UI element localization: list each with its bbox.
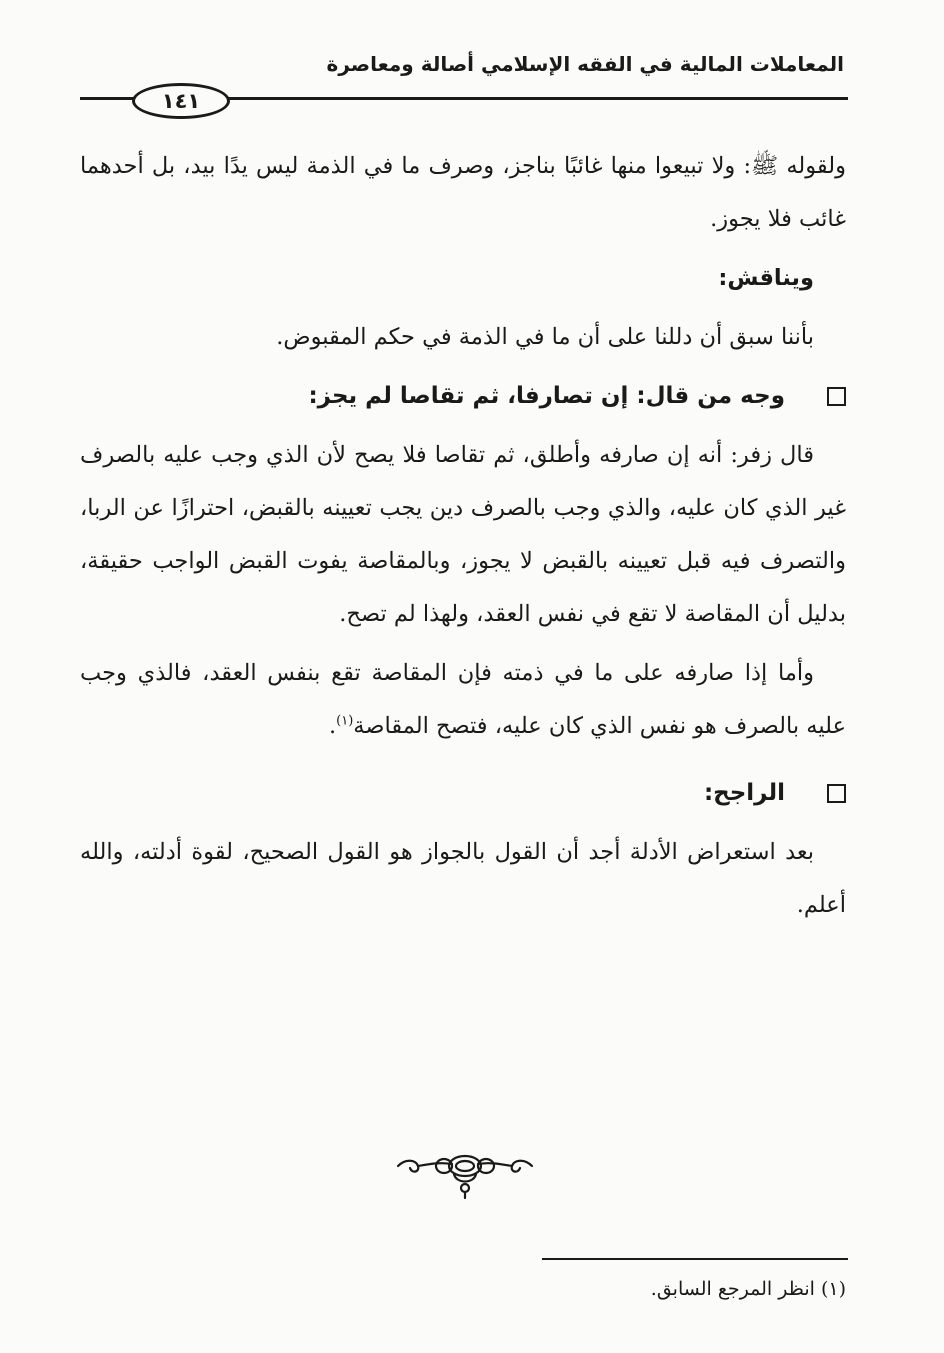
paragraph-4 — [80, 647, 846, 753]
page-number-badge — [132, 83, 230, 119]
paragraph-2: بأننا سبق أن دللنا على أن ما في الذمة في حكم المقبوض. — [276, 324, 814, 350]
footnote-marker: (١) — [820, 1278, 846, 1300]
paragraph-4-end: . — [329, 713, 337, 739]
footnote-text: انظر المرجع السابق. — [650, 1278, 815, 1300]
page-number: ١٤١ — [161, 89, 201, 113]
footnote-rule — [542, 1258, 848, 1260]
footnote-1 — [651, 1278, 846, 1300]
checkbox-square-icon — [827, 387, 846, 406]
section-heading-2 — [80, 767, 846, 820]
running-title: المعاملات المالية في الفقه الإسلامي أصالة ومعاصرة — [326, 52, 844, 76]
paragraph-4-text: وأما إذا صارفه على ما في ذمته فإن المقاصة تقع بنفس العقد، فالذي وجب عليه بالصرف هو نفس الذي كان عليه، فتصح المقاصة — [80, 660, 846, 739]
paragraph-3: قال زفر: أنه إن صارفه وأطلق، ثم تقاصا فلا يصح لأن الذي وجب عليه بالصرف غير الذي كان عليه، والذي وجب بالصرف دين يجب تعيينه بالقبض، احترازًا عن الربا، والتصرف فيه قبل تعيينه بالقبض لا يجوز، وبالمقاصة يفوت القبض الواجب حقيقة، بدليل أن المقاصة لا تقع في نفس العقد، ولهذا لم تصح. — [80, 442, 846, 627]
checkbox-square-icon — [827, 784, 846, 803]
section-heading-2-text: الراجح: — [703, 780, 785, 806]
discussion-label: ويناقش: — [718, 265, 814, 291]
section-heading-1 — [80, 370, 846, 423]
paragraph-5: بعد استعراض الأدلة أجد أن القول بالجواز هو القول الصحيح، لقوة أدلته، والله أعلم. — [80, 839, 846, 918]
section-heading-1-text: وجه من قال: إن تصارفا، ثم تقاصا لم يجز: — [308, 383, 785, 409]
footnote-ref: (١) — [336, 713, 354, 729]
body-text — [80, 140, 846, 932]
decorative-ornament-icon — [394, 1148, 536, 1200]
paragraph-1: ولقوله ﷺ: ولا تبيعوا منها غائبًا بناجز، وصرف ما في الذمة ليس يدًا بيد، بل أحدهما غائب فلا يجوز. — [80, 153, 846, 232]
